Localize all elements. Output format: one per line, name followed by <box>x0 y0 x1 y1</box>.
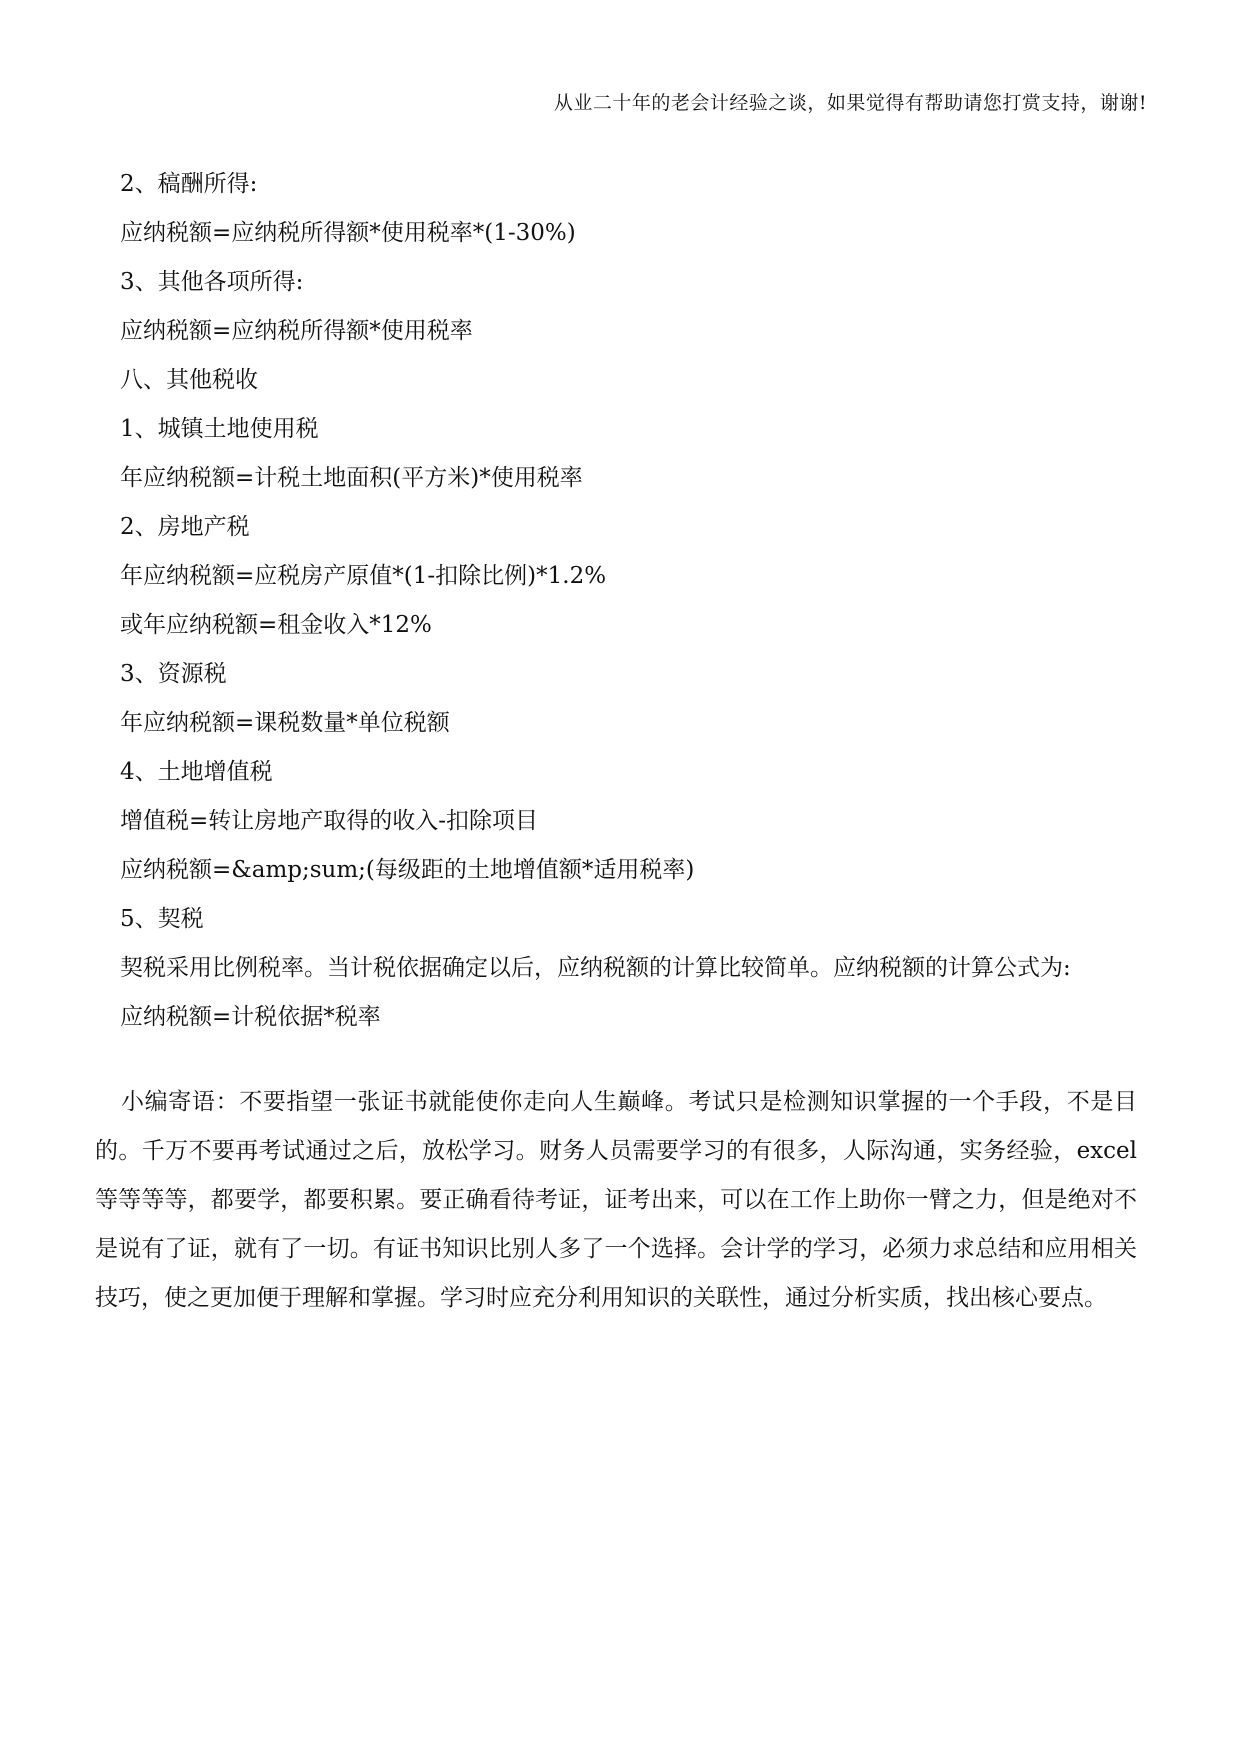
formula-line: 年应纳税额=计税土地面积(平方米)*使用税率 <box>120 465 583 491</box>
page-header-note: 从业二十年的老会计经验之谈，如果觉得有帮助请您打赏支持，谢谢! <box>553 92 1147 114</box>
formula-line: 增值税=转让房地产取得的收入-扣除项目 <box>120 808 539 834</box>
section-heading: 3、其他各项所得: <box>120 269 304 295</box>
formula-line: 应纳税额=应纳税所得额*使用税率*(1-30%) <box>120 220 576 246</box>
section-heading: 2、稿酬所得: <box>120 171 258 197</box>
section-heading: 3、资源税 <box>120 661 227 687</box>
closing-paragraph: 小编寄语：不要指望一张证书就能使你走向人生巅峰。考试只是检测知识掌握的一个手段，不是目的。千万不要再考试通过之后，放松学习。财务人员需要学习的有很多，人际沟通，实务经验，excel等等等等，都要学，都要积累。要正确看待考证，证考出来，可以在工作上助你一臂之力，但是绝对不是说有了证，就有了一切。有证书知识比别人多了一个选择。会计学的学习，必须力求总结和应用相关技巧，使之更加便于理解和掌握。学习时应充分利用知识的关联性，通过分析实质，找出核心要点。 <box>95 1089 1137 1311</box>
formula-line: 应纳税额=应纳税所得额*使用税率 <box>120 318 473 344</box>
section-heading: 1、城镇土地使用税 <box>120 416 319 442</box>
section-heading: 4、土地增值税 <box>120 759 273 785</box>
body-text-line: 契税采用比例税率。当计税依据确定以后，应纳税额的计算比较简单。应纳税额的计算公式为: <box>120 955 1071 981</box>
formula-line: 年应纳税额=课税数量*单位税额 <box>120 710 450 736</box>
section-heading: 2、房地产税 <box>120 514 250 540</box>
formula-line: 年应纳税额=应税房产原值*(1-扣除比例)*1.2% <box>120 563 607 589</box>
section-heading: 5、契税 <box>120 906 204 932</box>
formula-line: 应纳税额=计税依据*税率 <box>120 1004 381 1030</box>
formula-line: 应纳税额=&amp;sum;(每级距的土地增值额*适用税率) <box>120 857 695 883</box>
chapter-heading: 八、其他税收 <box>120 367 258 393</box>
formula-line: 或年应纳税额=租金收入*12% <box>120 612 432 638</box>
tax-formula-list <box>120 160 1150 1042</box>
